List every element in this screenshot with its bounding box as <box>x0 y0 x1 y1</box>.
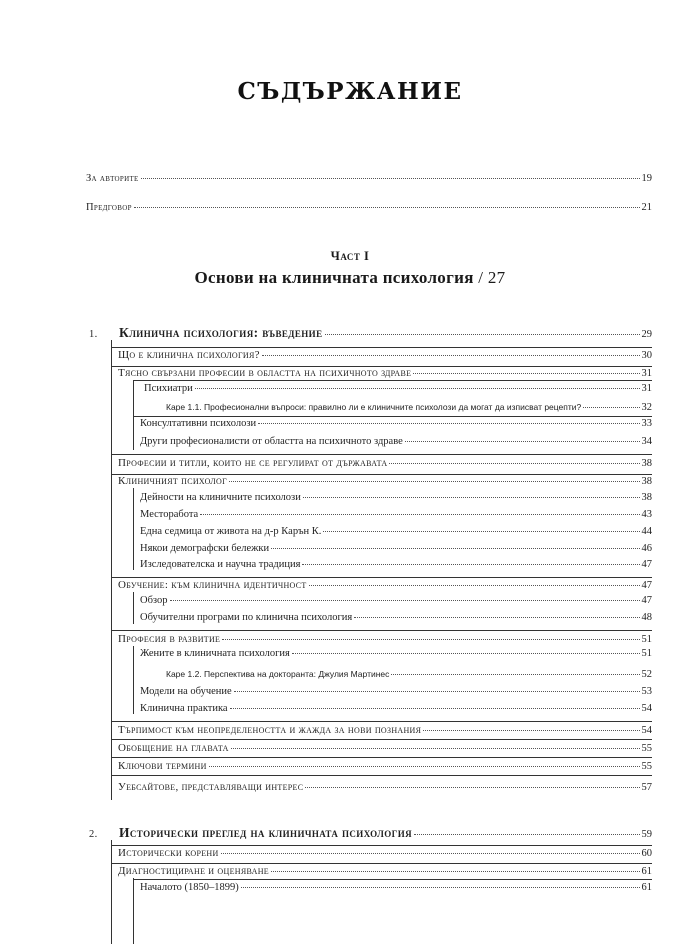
toc-entry[interactable]: Началото (1850–1899) 61 <box>140 882 652 893</box>
part-title-text: Основи на клиничната психология <box>194 268 474 287</box>
toc-entry[interactable]: Консултативни психолози 33 <box>140 418 652 429</box>
page-title: СЪДЪРЖАНИЕ <box>237 78 463 105</box>
group-divider <box>111 775 652 776</box>
toc-entry[interactable]: Други професионалисти от областта на психичното здраве 34 <box>140 436 652 447</box>
toc-entry-page: 21 <box>641 202 652 213</box>
group-divider <box>111 757 652 758</box>
toc-entry[interactable]: Жените в клиничната психология 51 <box>140 648 652 659</box>
toc-entry[interactable]: Обобщение на главата 55 <box>118 742 652 754</box>
leader-dots <box>134 207 640 208</box>
toc-entry[interactable]: Психиатри 31 <box>144 383 652 394</box>
leader-dots <box>141 178 640 179</box>
subgroup-bracket-line <box>133 646 134 714</box>
subgroup-bracket-line <box>133 488 134 570</box>
toc-entry[interactable]: Клинична практика 54 <box>140 703 652 714</box>
chapter-1-bracket-line <box>111 340 112 800</box>
toc-box-entry[interactable]: Каре 1.2. Перспектива на докторанта: Джулия Мартинес 52 <box>166 669 652 680</box>
leader-dots <box>325 334 640 335</box>
part-label: Част I <box>330 249 370 263</box>
toc-entry-authors[interactable] <box>86 172 652 186</box>
group-divider <box>111 630 652 631</box>
chapter-number: 2. <box>89 829 98 840</box>
toc-box-entry[interactable]: Каре 1.1. Професионални въпроси: правилно ли е клиничните психолози да могат да изписват рецепти? 32 <box>166 402 652 413</box>
toc-entry[interactable]: Тясно свързани професии в областта на психичното здраве 31 <box>118 367 652 379</box>
toc-entry-page: 19 <box>641 173 652 184</box>
toc-entry-preface[interactable] <box>86 201 652 215</box>
toc-entry[interactable]: Някои демографски бележки 46 <box>140 543 652 554</box>
subgroup-divider <box>133 879 652 880</box>
toc-entry-label: Предговор <box>86 202 132 213</box>
toc-entry-label: За авторите <box>86 173 139 184</box>
toc-entry[interactable]: Клиничният психолог 38 <box>118 475 652 487</box>
group-divider <box>111 721 652 722</box>
chapter-number: 1. <box>89 329 98 340</box>
chapter-page: 59 <box>641 829 652 840</box>
toc-entry[interactable]: Обучение: към клинична идентичност 47 <box>118 579 652 591</box>
part-page-separator: / <box>473 268 488 287</box>
chapter-1-heading[interactable] <box>89 326 652 342</box>
toc-entry[interactable]: Изследователска и научна традиция 47 <box>140 559 652 570</box>
subgroup-divider <box>133 380 652 381</box>
chapter-2-heading[interactable] <box>89 826 652 842</box>
toc-entry[interactable]: Модели на обучение 53 <box>140 686 652 697</box>
toc-entry[interactable]: Една седмица от живота на д-р Карън К. 44 <box>140 526 652 537</box>
chapter-title: Клинична психология: въведение <box>119 325 323 340</box>
part-title[interactable] <box>0 268 700 288</box>
chapter-2-bracket-line <box>111 840 112 944</box>
toc-entry[interactable]: Ключови термини 55 <box>118 760 652 772</box>
subgroup-bracket-line <box>133 592 134 624</box>
group-divider <box>111 454 652 455</box>
toc-entry[interactable]: Исторически корени 60 <box>118 847 652 859</box>
toc-entry[interactable]: Професии и титли, които не се регулират от държавата 38 <box>118 457 652 469</box>
leader-dots <box>414 834 639 835</box>
subgroup-bracket-line <box>133 878 134 944</box>
toc-entry[interactable]: Що е клинична психология? 30 <box>118 349 652 361</box>
subgroup-bracket-line <box>133 380 134 450</box>
chapter-title: Исторически преглед на клиничната психология <box>119 825 413 840</box>
toc-entry[interactable]: Професия в развитие 51 <box>118 633 652 645</box>
group-divider <box>111 739 652 740</box>
toc-entry[interactable]: Дейности на клиничните психолози 38 <box>140 492 652 503</box>
toc-entry[interactable]: Обучителни програми по клинична психология 48 <box>140 612 652 623</box>
toc-entry[interactable]: Търпимост към неопределеността и жажда за нови познания 54 <box>118 724 652 736</box>
toc-entry[interactable]: Месторабота 43 <box>140 509 652 520</box>
chapter-page: 29 <box>641 329 652 340</box>
toc-entry[interactable]: Обзор 47 <box>140 595 652 606</box>
toc-entry[interactable]: Диагностициране и оценяване 61 <box>118 865 652 877</box>
part-page: 27 <box>487 268 506 287</box>
toc-entry[interactable]: Уебсайтове, представляващи интерес 57 <box>118 781 652 793</box>
